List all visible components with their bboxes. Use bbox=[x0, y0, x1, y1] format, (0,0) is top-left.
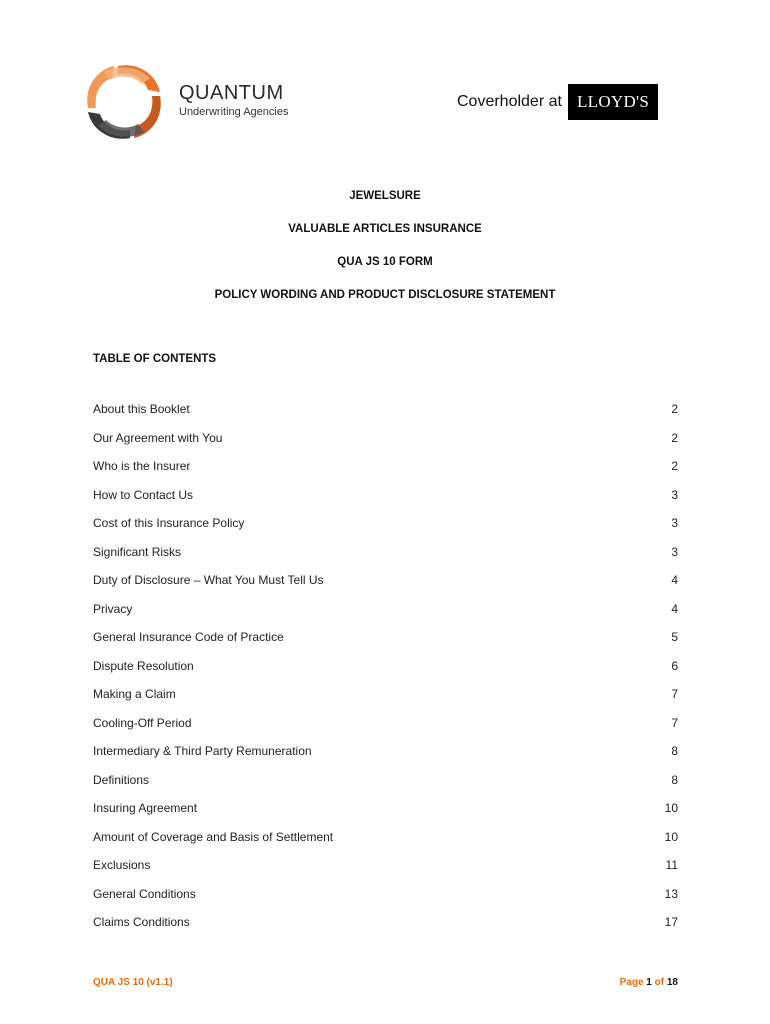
toc-entry[interactable] bbox=[93, 488, 678, 517]
toc-entry-label: Significant Risks bbox=[93, 544, 182, 559]
toc-entry[interactable] bbox=[93, 630, 678, 659]
footer-page-total: 18 bbox=[666, 977, 678, 988]
toc-entry-page: 10 bbox=[664, 829, 678, 844]
toc-entry-page: 10 bbox=[664, 801, 678, 815]
toc-entry[interactable] bbox=[93, 659, 678, 688]
toc-entry-page: 3 bbox=[671, 516, 678, 530]
table-of-contents bbox=[93, 402, 678, 944]
toc-entry-page: 7 bbox=[671, 687, 678, 701]
quantum-logo bbox=[84, 62, 314, 142]
toc-entry[interactable] bbox=[93, 858, 678, 887]
toc-entry-page: 3 bbox=[671, 544, 678, 559]
toc-entry-label: General Conditions bbox=[93, 886, 196, 901]
toc-entry-page: 3 bbox=[671, 487, 678, 502]
toc-entry-label: Cooling-Off Period bbox=[93, 715, 192, 730]
page-footer bbox=[93, 977, 678, 988]
toc-entry[interactable] bbox=[93, 573, 678, 602]
lloyds-logo: LLOYD'S bbox=[568, 84, 658, 120]
quantum-swirl-icon bbox=[84, 62, 164, 142]
toc-entry-label: Who is the Insurer bbox=[93, 459, 191, 473]
coverholder-label: Coverholder at bbox=[457, 93, 562, 110]
form-code: QUA JS 10 FORM bbox=[337, 256, 433, 268]
toc-entry[interactable] bbox=[93, 431, 678, 460]
toc-entry-label: General Insurance Code of Practice bbox=[93, 630, 284, 644]
toc-entry[interactable] bbox=[93, 744, 678, 773]
toc-entry-page: 17 bbox=[664, 915, 678, 929]
toc-entry-label: About this Booklet bbox=[93, 402, 190, 416]
toc-entry[interactable] bbox=[93, 459, 678, 488]
toc-entry-label: Claims Conditions bbox=[93, 915, 190, 929]
toc-entry[interactable] bbox=[93, 801, 678, 830]
toc-entry[interactable] bbox=[93, 716, 678, 745]
toc-entry[interactable] bbox=[93, 516, 678, 545]
toc-entry[interactable] bbox=[93, 830, 678, 859]
toc-entry[interactable] bbox=[93, 402, 678, 431]
toc-entry-page: 8 bbox=[671, 744, 678, 758]
toc-entry-page: 4 bbox=[671, 601, 678, 616]
toc-entry-label: Making a Claim bbox=[93, 687, 176, 701]
toc-entry-page: 2 bbox=[671, 402, 678, 416]
document-type: POLICY WORDING AND PRODUCT DISCLOSURE STATEMENT bbox=[214, 289, 556, 301]
toc-entry-label: Intermediary & Third Party Remuneration bbox=[93, 744, 312, 758]
toc-entry[interactable] bbox=[93, 915, 678, 944]
footer-page-of: of bbox=[654, 977, 665, 988]
toc-entry-page: 2 bbox=[671, 459, 678, 473]
toc-entry-page: 8 bbox=[671, 772, 678, 787]
toc-entry-label: How to Contact Us bbox=[93, 487, 194, 502]
toc-entry-page: 2 bbox=[671, 430, 678, 445]
toc-entry[interactable] bbox=[93, 773, 678, 802]
logo-subtitle: Underwriting Agencies bbox=[179, 106, 289, 118]
toc-entry[interactable] bbox=[93, 687, 678, 716]
toc-entry-page: 7 bbox=[671, 715, 678, 730]
footer-page-number bbox=[620, 977, 678, 988]
toc-entry-label: Amount of Coverage and Basis of Settlement bbox=[93, 829, 334, 844]
toc-entry-page: 5 bbox=[671, 630, 678, 644]
footer-form-code: QUA JS 10 (v1.1) bbox=[93, 977, 173, 988]
toc-entry[interactable] bbox=[93, 545, 678, 574]
insurance-type: VALUABLE ARTICLES INSURANCE bbox=[288, 223, 482, 235]
toc-heading: TABLE OF CONTENTS bbox=[93, 353, 217, 365]
toc-entry-page: 13 bbox=[664, 886, 678, 901]
toc-entry-label: Exclusions bbox=[93, 858, 151, 872]
toc-entry[interactable] bbox=[93, 887, 678, 916]
document-title-block bbox=[0, 189, 770, 321]
toc-entry-label: Cost of this Insurance Policy bbox=[93, 516, 245, 530]
toc-entry[interactable] bbox=[93, 602, 678, 631]
product-name: JEWELSURE bbox=[349, 190, 421, 202]
toc-entry-page: 4 bbox=[671, 573, 678, 587]
footer-page-word: Page bbox=[619, 977, 644, 988]
toc-entry-page: 11 bbox=[665, 858, 678, 872]
toc-entry-page: 6 bbox=[671, 658, 678, 673]
logo-name: QUANTUM bbox=[179, 82, 284, 104]
toc-entry-label: Duty of Disclosure – What You Must Tell Us bbox=[93, 573, 324, 587]
toc-entry-label: Our Agreement with You bbox=[93, 430, 223, 445]
toc-entry-label: Insuring Agreement bbox=[93, 801, 198, 815]
toc-entry-label: Dispute Resolution bbox=[93, 658, 194, 673]
toc-entry-label: Definitions bbox=[93, 772, 150, 787]
toc-entry-label: Privacy bbox=[93, 601, 133, 616]
lloyds-coverholder-badge bbox=[457, 84, 658, 120]
footer-page-current: 1 bbox=[646, 977, 652, 988]
